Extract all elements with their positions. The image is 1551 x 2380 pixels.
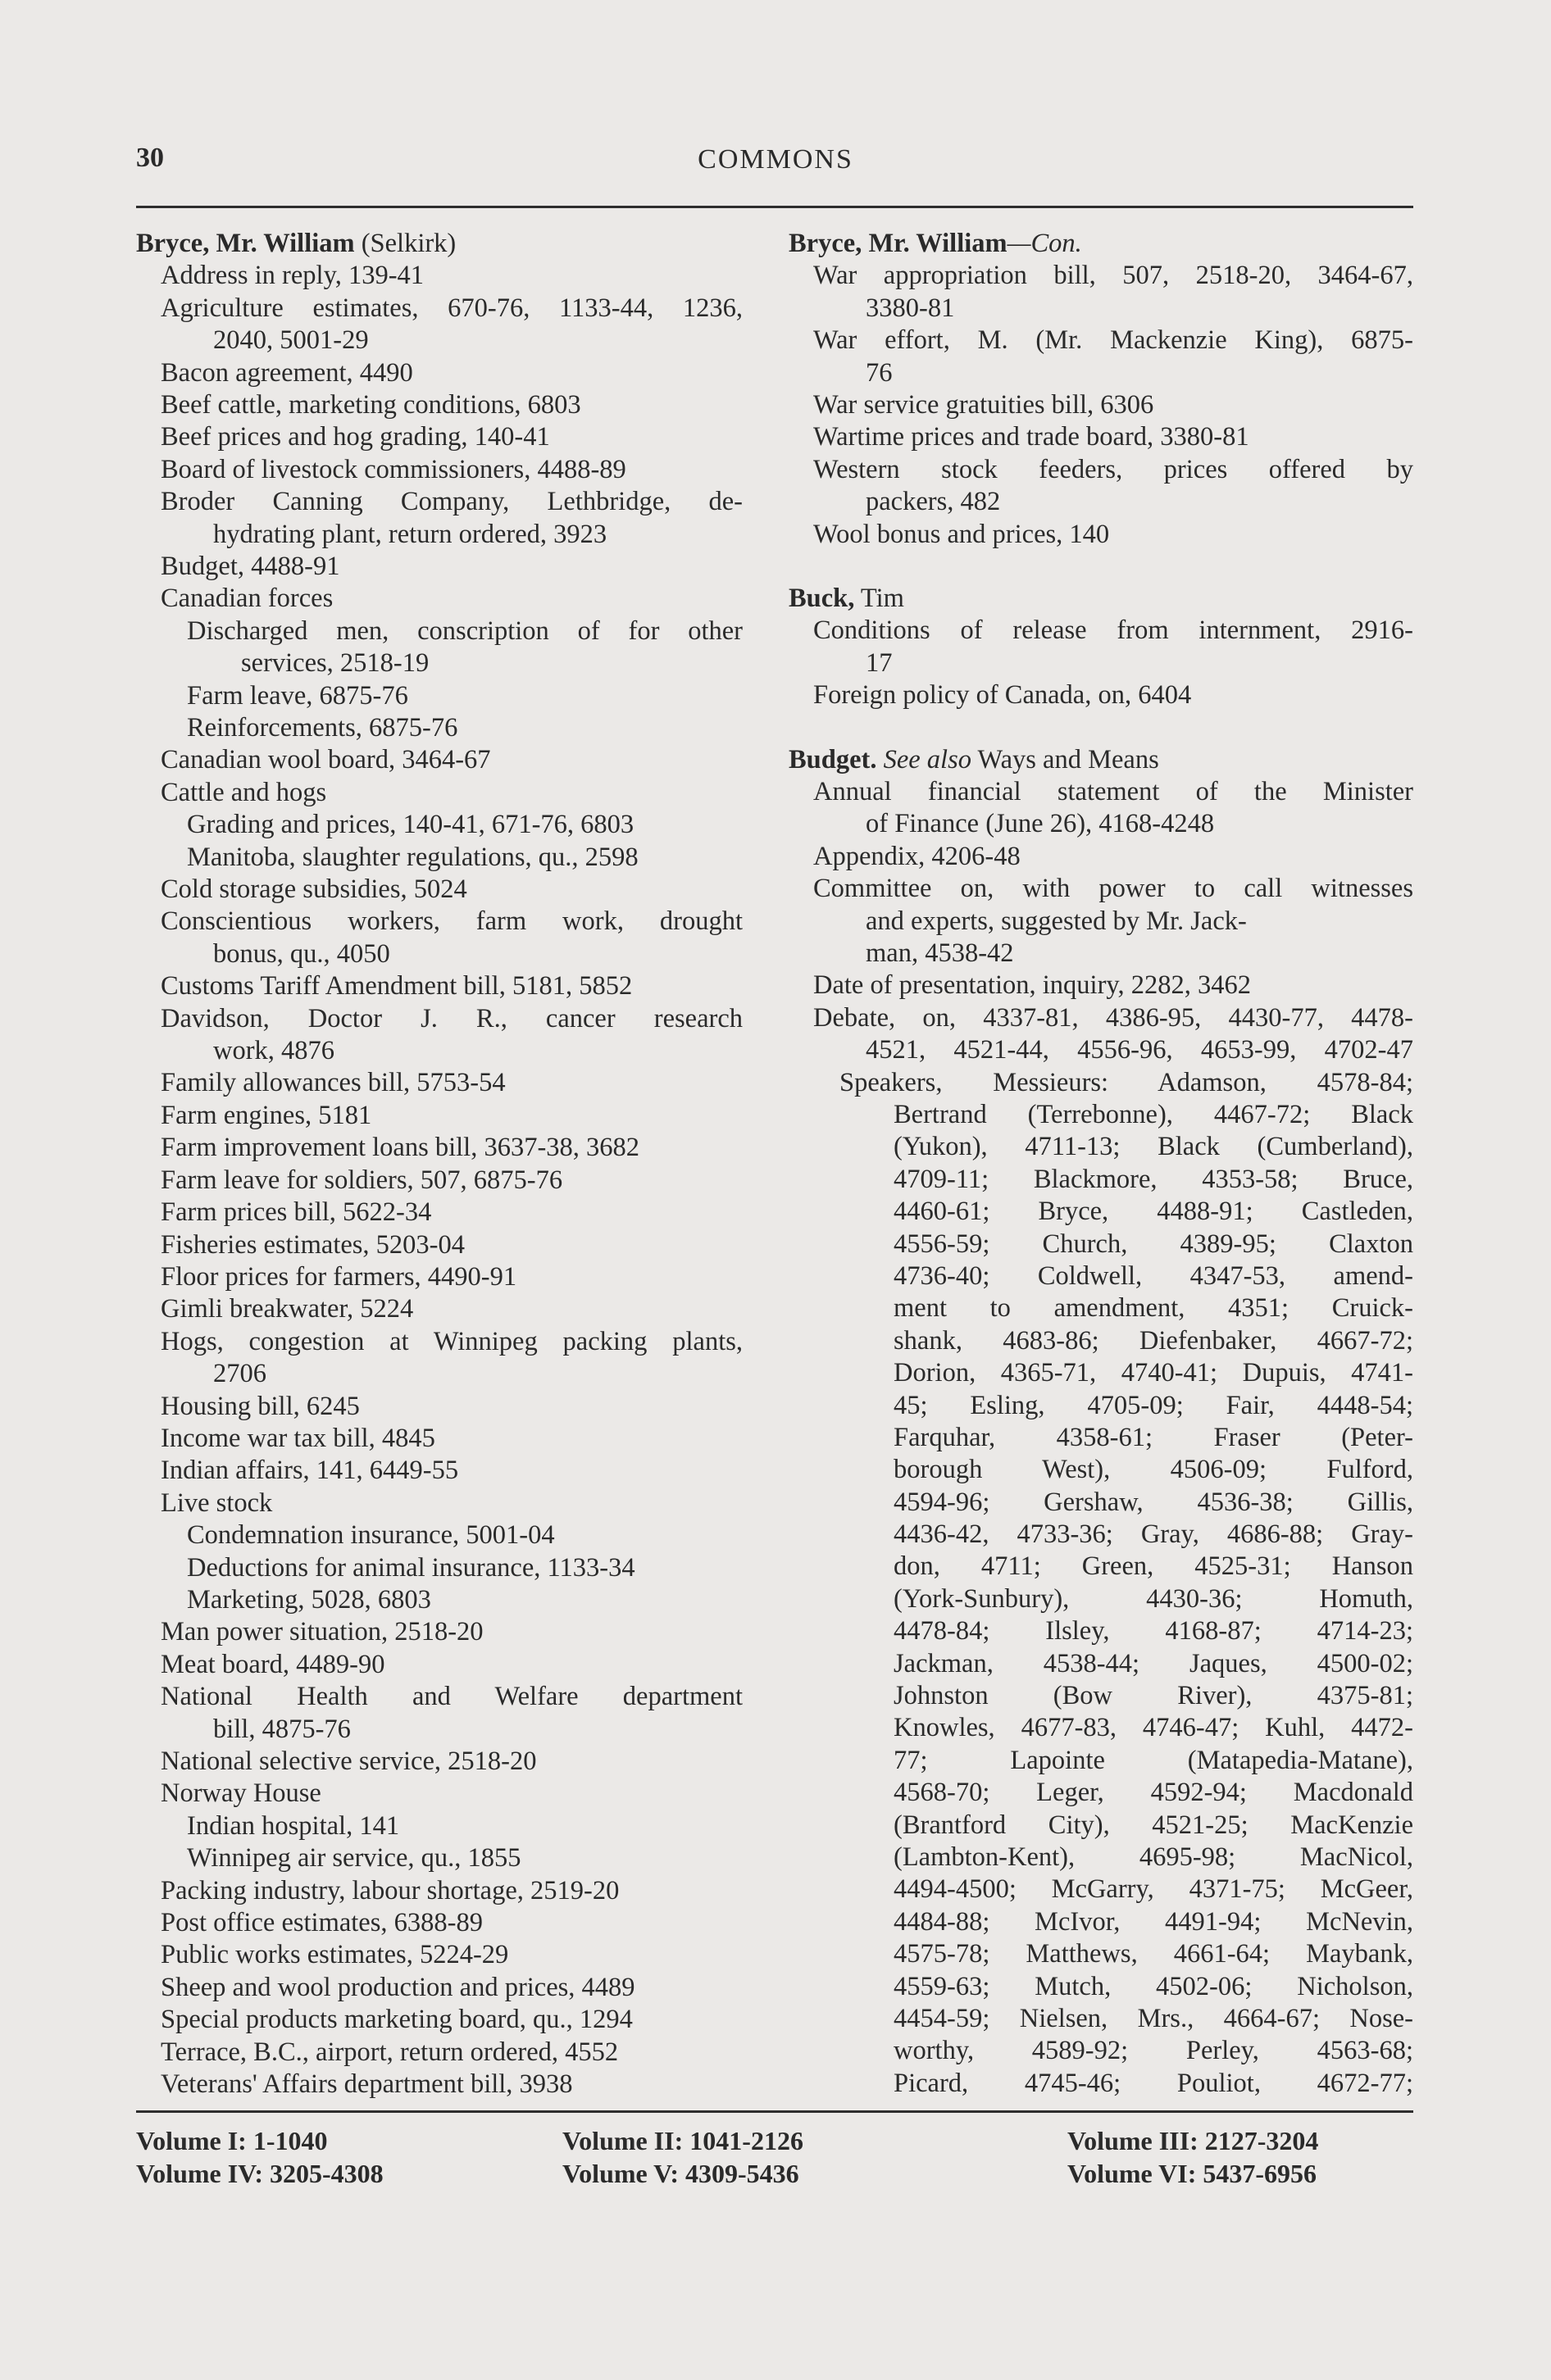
heading-name: Bryce, Mr. William (136, 229, 355, 258)
index-entry (136, 1035, 743, 1067)
index-entry (789, 1971, 1413, 2003)
index-entry (789, 1229, 1413, 1260)
index-entry (789, 1842, 1413, 1874)
index-entry (789, 260, 1413, 292)
index-entry (136, 583, 743, 615)
entry-text: Fisheries estimates, 5203-04 (161, 1229, 465, 1260)
index-entry (136, 1455, 743, 1487)
entry-text: 4460-61; Bryce, 4488-91; Castleden, (894, 1197, 1413, 1227)
index-entry (136, 874, 743, 906)
index-entry (789, 2035, 1413, 2067)
cross-reference: See also (883, 744, 971, 774)
entry-text: Conscientious workers, farm work, drought (161, 906, 743, 937)
entry-text: 4521, 4521-44, 4556-96, 4653-99, 4702-47 (866, 1035, 1413, 1065)
footer-volume-group-1 (136, 2124, 384, 2190)
index-entry (789, 1519, 1413, 1551)
index-entry (136, 1003, 743, 1035)
index-entry (789, 1357, 1413, 1389)
index-heading (789, 583, 1413, 615)
continuation-marker: —Con. (1007, 229, 1082, 258)
footer-volume-5: Volume V: 4309-5436 (562, 2159, 799, 2188)
index-entry (789, 808, 1413, 840)
entry-text: Committee on, with power to call witnesses (813, 874, 1413, 904)
entry-text: Tim (854, 584, 904, 614)
page-number: 30 (136, 143, 164, 173)
index-entry (789, 1487, 1413, 1519)
entry-text: Wartime prices and trade board, 3380-81 (813, 422, 1249, 452)
entry-text: Marketing, 5028, 6803 (187, 1584, 431, 1615)
entry-text: Knowles, 4677-83, 4746-47; Kuhl, 4472- (894, 1713, 1413, 1743)
entry-text: Broder Canning Company, Lethbridge, de- (161, 487, 743, 517)
entry-text: Meat board, 4489-90 (161, 1649, 385, 1679)
entry-text: Housing bill, 6245 (161, 1391, 360, 1421)
entry-text: Cold storage subsidies, 5024 (161, 874, 467, 905)
index-entry (136, 551, 743, 583)
index-entry (789, 1906, 1413, 1938)
index-entry (789, 1777, 1413, 1809)
index-entry (136, 2069, 743, 2101)
entry-text: 76 (866, 357, 893, 388)
index-entry (136, 777, 743, 809)
entry-text: Ways and Means (971, 744, 1159, 774)
index-entry (789, 1034, 1413, 1066)
index-entry (789, 970, 1413, 1002)
left-index-column (136, 228, 743, 2101)
index-entry (789, 1615, 1413, 1647)
entry-text: Special products marketing board, qu., 1294 (161, 2005, 633, 2035)
index-entry (136, 1197, 743, 1229)
footer-volume-1: Volume I: 1-1040 (136, 2126, 328, 2155)
entry-text: ment to amendment, 4351; Cruick- (894, 1293, 1413, 1324)
index-entry (789, 357, 1413, 389)
entry-text: Picard, 4745-46; Pouliot, 4672-77; (894, 2068, 1413, 2098)
index-entry (136, 1293, 743, 1325)
entry-text: Annual financial statement of the Minister (813, 777, 1413, 807)
entry-text: (Selkirk) (354, 229, 457, 258)
entry-text: Appendix, 4206-48 (813, 841, 1021, 871)
index-entry (789, 1002, 1413, 1034)
index-entry (136, 1778, 743, 1810)
entry-text: Grading and prices, 140-41, 671-76, 6803 (187, 810, 634, 840)
index-entry (789, 1712, 1413, 1744)
entry-text: shank, 4683-86; Diefenbaker, 4667-72; (894, 1325, 1413, 1356)
index-entry (136, 1391, 743, 1423)
entry-text: Address in reply, 139-41 (161, 261, 425, 291)
entry-text: 4709-11; Blackmore, 4353-58; Bruce, (894, 1164, 1413, 1194)
index-entry (789, 1292, 1413, 1324)
index-entry (136, 647, 743, 679)
entry-text: Canadian forces (161, 584, 334, 614)
entry-text: Veterans' Affairs department bill, 3938 (161, 2069, 573, 2100)
entry-text: worthy, 4589-92; Perley, 4563-68; (894, 2036, 1413, 2066)
index-entry (789, 389, 1413, 421)
entry-text: Agriculture estimates, 670-76, 1133-44, 1236, (161, 293, 743, 323)
footer-volume-4: Volume IV: 3205-4308 (136, 2159, 384, 2188)
index-entry (136, 1972, 743, 2004)
entry-text: hydrating plant, return ordered, 3923 (213, 519, 607, 549)
entry-text: Man power situation, 2518-20 (161, 1617, 484, 1647)
index-entry (789, 647, 1413, 679)
index-entry (136, 809, 743, 841)
header-rule (136, 206, 1413, 208)
entry-text: Farm engines, 5181 (161, 1100, 372, 1130)
index-entry (136, 1649, 743, 1681)
entry-text: Davidson, Doctor J. R., cancer research (161, 1003, 743, 1033)
index-entry (789, 1099, 1413, 1131)
entry-text: 4454-59; Nielsen, Mrs., 4664-67; Nose- (894, 2003, 1413, 2033)
index-entry (136, 1132, 743, 1164)
index-entry (136, 325, 743, 357)
entry-text: Live stock (161, 1488, 273, 1518)
index-entry (789, 873, 1413, 905)
index-entry (136, 1842, 743, 1874)
entry-text: Family allowances bill, 5753-54 (161, 1068, 506, 1098)
index-entry (136, 744, 743, 776)
index-entry (789, 1067, 1413, 1099)
entry-text: National Health and Welfare department (161, 1682, 743, 1712)
index-entry (789, 615, 1413, 647)
entry-text: 4736-40; Coldwell, 4347-53, amend- (894, 1260, 1413, 1291)
index-entry (789, 2003, 1413, 2035)
index-entry (789, 1648, 1413, 1680)
index-entry (789, 1874, 1413, 1905)
index-entry (789, 1325, 1413, 1357)
index-entry (136, 1939, 743, 1971)
index-entry (136, 519, 743, 551)
entry-text: 4484-88; McIvor, 4491-94; McNevin, (894, 1906, 1413, 1937)
entry-text: Dorion, 4365-71, 4740-41; Dupuis, 4741- (894, 1358, 1413, 1388)
entry-text: Western stock feeders, prices offered by (813, 454, 1413, 484)
entry-text: (Yukon), 4711-13; Black (Cumberland), (894, 1132, 1413, 1162)
entry-text: Speakers, Messieurs: Adamson, 4578-84; (839, 1067, 1413, 1097)
index-entry (136, 1229, 743, 1261)
entry-text: 77; Lapointe (Matapedia-Matane), (894, 1745, 1413, 1775)
index-entry (789, 325, 1413, 357)
index-entry (136, 1261, 743, 1293)
entry-text: Farm improvement loans bill, 3637-38, 3682 (161, 1133, 640, 1163)
footer-volume-group-3 (1067, 2124, 1318, 2190)
entry-text: 3380-81 (866, 293, 955, 323)
entry-text: Budget, 4488-91 (161, 552, 340, 582)
running-title: COMMONS (698, 144, 853, 175)
entry-text: Farm leave for soldiers, 507, 6875-76 (161, 1165, 563, 1195)
entry-text: War appropriation bill, 507, 2518-20, 3464-67, (813, 261, 1413, 291)
index-entry (789, 2068, 1413, 2100)
footer-volume-group-2 (562, 2124, 803, 2190)
entry-text: Indian affairs, 141, 6449-55 (161, 1456, 459, 1486)
entry-text: Date of presentation, inquiry, 2282, 3462 (813, 970, 1252, 1001)
index-entry (789, 776, 1413, 808)
index-entry (789, 679, 1413, 711)
index-entry (136, 357, 743, 389)
entry-text: 4594-96; Gershaw, 4536-38; Gillis, (894, 1487, 1413, 1517)
heading-name: Buck, (789, 584, 855, 614)
entry-text: 4494-4500; McGarry, 4371-75; McGeer, (894, 1874, 1413, 1905)
entry-text: Beef cattle, marketing conditions, 6803 (161, 390, 581, 420)
entry-text: Beef prices and hog grading, 140-41 (161, 422, 550, 452)
entry-text: Bertrand (Terrebonne), 4467-72; Black (894, 1100, 1413, 1130)
entry-text: 45; Esling, 4705-09; Fair, 4448-54; (894, 1390, 1413, 1420)
index-heading (789, 228, 1413, 260)
entry-text: 2040, 5001-29 (213, 325, 369, 356)
index-entry (136, 1165, 743, 1197)
entry-text: War effort, M. (Mr. Mackenzie King), 6875- (813, 325, 1413, 356)
index-entry (789, 906, 1413, 938)
index-entry (136, 615, 743, 647)
index-entry (136, 421, 743, 453)
index-entry (789, 1390, 1413, 1422)
entry-text: Debate, on, 4337-81, 4386-95, 4430-77, 4478- (813, 1002, 1413, 1033)
index-entry (136, 260, 743, 292)
entry-text: work, 4876 (213, 1036, 335, 1066)
index-entry (136, 1875, 743, 1907)
index-entry (136, 1714, 743, 1746)
entry-text: War service gratuities bill, 6306 (813, 390, 1154, 420)
index-entry (789, 454, 1413, 486)
entry-text: 4559-63; Mutch, 4502-06; Nicholson, (894, 1971, 1413, 2001)
index-entry (136, 1746, 743, 1778)
entry-text: Discharged men, conscription of for other (187, 615, 743, 646)
entry-text: Income war tax bill, 4845 (161, 1423, 435, 1453)
index-entry (136, 970, 743, 1002)
entry-text: Terrace, B.C., airport, return ordered, 4552 (161, 2037, 619, 2067)
index-entry (136, 1616, 743, 1648)
index-entry (136, 1488, 743, 1519)
index-entry (136, 1907, 743, 1939)
entry-text: Farm prices bill, 5622-34 (161, 1197, 432, 1228)
entry-text: Cattle and hogs (161, 777, 327, 807)
entry-text: 4478-84; Ilsley, 4168-87; 4714-23; (894, 1616, 1413, 1646)
index-entry (789, 938, 1413, 970)
entry-text: Board of livestock commissioners, 4488-89 (161, 454, 626, 484)
index-entry (136, 1100, 743, 1132)
entry-text: bonus, qu., 4050 (213, 938, 390, 969)
entry-text: Foreign policy of Canada, on, 6404 (813, 680, 1192, 711)
index-heading (789, 744, 1413, 776)
right-index-column (789, 228, 1413, 2100)
entry-text: Norway House (161, 1778, 321, 1809)
heading-name: Budget. (789, 744, 877, 774)
entry-text: Gimli breakwater, 5224 (161, 1294, 414, 1324)
entry-text: Hogs, congestion at Winnipeg packing plants, (161, 1326, 743, 1356)
entry-text: Post office estimates, 6388-89 (161, 1908, 483, 1938)
index-entry (136, 293, 743, 325)
index-entry (136, 842, 743, 874)
index-entry (136, 1584, 743, 1616)
entry-text: bill, 4875-76 (213, 1714, 351, 1744)
index-entry (136, 1423, 743, 1455)
entry-text: services, 2518-19 (241, 648, 430, 679)
index-entry (136, 2037, 743, 2069)
entry-text: Condemnation insurance, 5001-04 (187, 1520, 555, 1551)
index-entry (789, 1680, 1413, 1712)
index-entry (789, 1745, 1413, 1777)
index-entry (136, 486, 743, 518)
entry-text: (Lambton-Kent), 4695-98; MacNicol, (894, 1842, 1413, 1872)
entry-text: 4575-78; Matthews, 4661-64; Maybank, (894, 1939, 1413, 1969)
entry-text: 17 (866, 647, 893, 678)
entry-text: Wool bonus and prices, 140 (813, 519, 1110, 549)
entry-text: 4436-42, 4733-36; Gray, 4686-88; Gray- (894, 1519, 1413, 1550)
entry-text: Farm leave, 6875-76 (187, 680, 408, 711)
entry-text: Manitoba, slaughter regulations, qu., 2598 (187, 842, 639, 872)
heading-name: Bryce, Mr. William (789, 229, 1007, 258)
entry-text: of Finance (June 26), 4168-4248 (866, 809, 1215, 839)
entry-text: 2706 (213, 1359, 266, 1389)
entry-text: (York-Sunbury), 4430-36; Homuth, (894, 1583, 1413, 1614)
entry-text: don, 4711; Green, 4525-31; Hanson (894, 1551, 1413, 1582)
index-entry (789, 1551, 1413, 1583)
entry-text: man, 4538-42 (866, 938, 1014, 969)
entry-text: Conditions of release from internment, 2916- (813, 615, 1413, 646)
index-entry (136, 2004, 743, 2036)
index-entry (789, 293, 1413, 325)
index-entry (789, 421, 1413, 453)
index-entry (136, 1358, 743, 1390)
index-entry (789, 1583, 1413, 1615)
index-entry (789, 1260, 1413, 1292)
entry-text: National selective service, 2518-20 (161, 1746, 537, 1776)
footer-volume-2: Volume II: 1041-2126 (562, 2126, 803, 2155)
entry-text: Public works estimates, 5224-29 (161, 1940, 509, 1970)
index-entry (136, 1519, 743, 1551)
index-entry (789, 1938, 1413, 1970)
entry-text: (Brantford City), 4521-25; MacKenzie (894, 1810, 1413, 1840)
index-entry (789, 486, 1413, 518)
entry-text: Floor prices for farmers, 4490-91 (161, 1261, 517, 1292)
index-entry (789, 1422, 1413, 1454)
index-entry (136, 1326, 743, 1358)
index-entry (136, 712, 743, 744)
entry-text: Farquhar, 4358-61; Fraser (Peter- (894, 1422, 1413, 1452)
entry-text: Deductions for animal insurance, 1133-34 (187, 1552, 635, 1583)
index-entry (789, 519, 1413, 551)
index-entry (789, 1810, 1413, 1842)
footer-volume-6: Volume VI: 5437-6956 (1067, 2159, 1317, 2188)
index-entry (136, 389, 743, 421)
entry-text: Jackman, 4538-44; Jaques, 4500-02; (894, 1648, 1413, 1678)
index-heading (136, 228, 743, 260)
index-entry (136, 1810, 743, 1842)
index-entry (136, 454, 743, 486)
index-entry (789, 1454, 1413, 1486)
footer-rule (136, 2110, 1413, 2113)
index-entry (789, 1196, 1413, 1228)
entry-text: Packing industry, labour shortage, 2519-20 (161, 1875, 620, 1905)
entry-text: Bacon agreement, 4490 (161, 357, 413, 388)
entry-text: packers, 482 (866, 487, 1001, 517)
entry-text: Reinforcements, 6875-76 (187, 713, 458, 743)
index-entry (136, 1067, 743, 1099)
index-entry (789, 841, 1413, 873)
entry-text: 4556-59; Church, 4389-95; Claxton (894, 1229, 1413, 1259)
index-entry (136, 680, 743, 712)
index-entry (136, 1552, 743, 1584)
footer-volume-3: Volume III: 2127-3204 (1067, 2126, 1319, 2155)
entry-text: borough West), 4506-09; Fulford, (894, 1455, 1413, 1485)
entry-text: Sheep and wool production and prices, 4489 (161, 1972, 635, 2002)
entry-text: Johnston (Bow River), 4375-81; (894, 1681, 1413, 1711)
index-entry (136, 1681, 743, 1713)
entry-text: and experts, suggested by Mr. Jack- (866, 906, 1247, 936)
entry-text: Winnipeg air service, qu., 1855 (187, 1843, 521, 1874)
entry-text: 4568-70; Leger, 4592-94; Macdonald (894, 1778, 1413, 1808)
entry-text: Customs Tariff Amendment bill, 5181, 5852 (161, 971, 633, 1002)
index-entry (789, 1164, 1413, 1196)
index-entry (136, 906, 743, 938)
index-entry (789, 1131, 1413, 1163)
index-entry (136, 938, 743, 970)
entry-text: Canadian wool board, 3464-67 (161, 745, 491, 775)
entry-text: Indian hospital, 141 (187, 1810, 400, 1841)
